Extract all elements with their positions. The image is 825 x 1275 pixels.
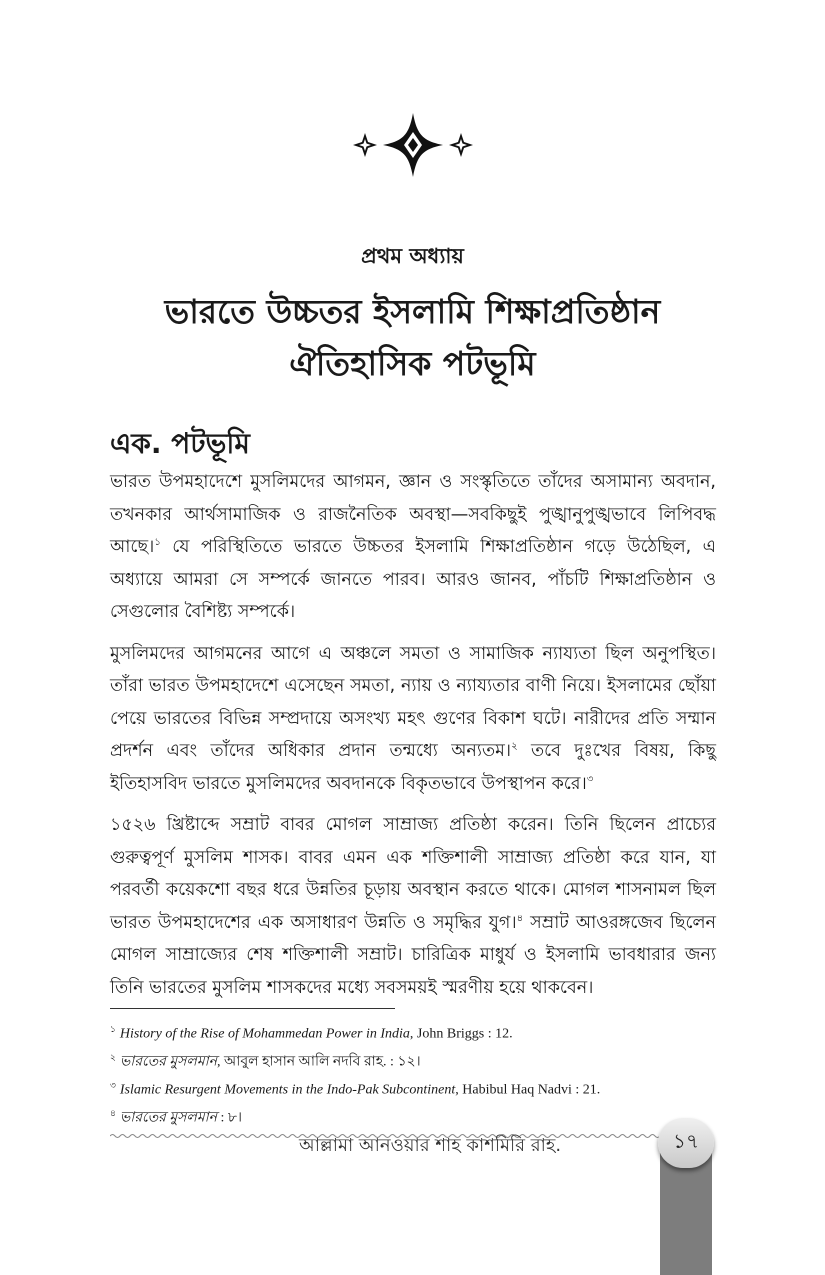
footnote-ref[interactable]: ২	[511, 741, 518, 753]
chapter-title-line1: ভারতে উচ্চতর ইসলামি শিক্ষাপ্রতিষ্ঠান	[164, 292, 661, 331]
footnote-citation: , আবুল হাসান আলি নদবি রাহ. : ১২।	[217, 1054, 421, 1070]
paragraph-text: যে পরিস্থিতিতে ভারতে উচ্চতর ইসলামি শিক্ষাপ্রতিষ্ঠান গড়ে উঠেছিল, এ অধ্যায়ে আমরা সে সম্পর্কে জানতে পারব। আরও জানব, পাঁচটি শিক্ষাপ্রতিষ্ঠান ও সেগুলোর বৈশিষ্ট্য সম্পর্কে।	[110, 537, 716, 622]
footnote-item	[110, 1046, 716, 1074]
footnote-title: ভারতের মুসলমান	[119, 1111, 218, 1127]
running-footer-title: আল্লামা আনওয়ার শাহ কাশমিরি রাহ.	[298, 1135, 562, 1156]
ornament-icon	[0, 110, 825, 190]
body-text	[110, 466, 716, 1013]
footnote-number: ৩	[110, 1080, 116, 1091]
footnote-divider	[110, 1008, 395, 1009]
chapter-title	[0, 286, 825, 390]
paragraph-text: সম্রাট আওরঙ্গজেব ছিলেন মোগল সাম্রাজ্যের শেষ শক্তিশালী সম্রাট। চারিত্রিক মাধুর্য ও ইসলামি ভাবধারার জন্য তিনি ভারতের মুসলিম শাসকদের মধ্যে সবসময়ই স্মরণীয় হয়ে থাকবেন।	[110, 912, 716, 998]
footnote-item	[110, 1074, 716, 1102]
footnote-ref[interactable]: ৩	[586, 773, 594, 785]
footnote-title: ভারতের মুসলমান	[119, 1054, 218, 1070]
footnote-title: History of the Rise of Mohammedan Power in India	[119, 1026, 410, 1042]
chapter-title-line2: ঐতিহাসিক পটভূমি	[289, 344, 536, 383]
page-number: ১৭	[658, 1118, 714, 1168]
footnote-number: ৪	[110, 1108, 116, 1119]
paragraph-1	[110, 466, 716, 629]
paragraph-text: মুসলিমদের আগমনের আগে এ অঞ্চলে সমতা ও সামাজিক ন্যায্যতা ছিল অনুপস্থিত। তাঁরা ভারত উপমহাদেশে এসেছেন সমতা, ন্যায় ও ন্যায্যতার বাণী নিয়ে। ইসলামের ছোঁয়া পেয়ে ভারতের বিভিন্ন সম্প্রদায়ে অসংখ্য মহৎ গুণের বিকাশ ঘটে। নারীদের প্রতি সম্মান প্রদর্শন এবং তাঁদের অধিকার প্রদান তন্মধ্যে অন্যতম।	[110, 643, 716, 761]
footnote-citation: , Habibul Haq Nadvi : 21.	[455, 1082, 601, 1098]
section-heading: এক. পটভূমি	[110, 427, 250, 460]
paragraph-text: তবে দুঃখের বিষয়, কিছু ইতিহাসবিদ ভারতে মুসলিমদের অবদানকে বিকৃতভাবে উপস্থাপন করে।	[110, 741, 717, 794]
footnote-item	[110, 1018, 716, 1046]
paragraph-2	[110, 638, 716, 801]
footnotes	[110, 1018, 716, 1131]
chapter-label: প্রথম অধ্যায়	[361, 244, 464, 268]
footer-wavy-rule	[110, 1124, 700, 1130]
footnote-title: Islamic Resurgent Movements in the Indo-Pak Subcontinent	[119, 1082, 456, 1098]
paragraph-text: ভারত উপমহাদেশে মুসলিমদের আগমন, জ্ঞান ও সংস্কৃতিতে তাঁদের অসামান্য অবদান, তখনকার আর্থসামাজিক ও রাজনৈতিক অবস্থা—সবকিছুই পুঙ্খানুপুঙ্খভাবে লিপিবদ্ধ আছে।	[110, 472, 716, 557]
footnote-ref[interactable]: ১	[154, 537, 161, 549]
paragraph-text: ১৫২৬ খ্রিষ্টাব্দে সম্রাট বাবর মোগল সাম্রাজ্য প্রতিষ্ঠা করেন। তিনি ছিলেন প্রাচ্যের গুরুত্বপূর্ণ মুসলিম শাসক। বাবর এমন এক শক্তিশালী সাম্রাজ্য প্রতিষ্ঠা করে যান, যা পরবর্তী কয়েকশো বছর ধরে উন্নতির চূড়ায় অবস্থান করতে থাকে। মোগল শাসনামল ছিল ভারত উপমহাদেশের এক অসাধারণ উন্নতি ও সমৃদ্ধির যুগ।	[110, 815, 716, 933]
footnote-citation: : ৮।	[217, 1111, 242, 1127]
footnote-number: ২	[110, 1052, 116, 1063]
footnote-ref[interactable]: ৪	[516, 912, 524, 924]
page-tab-bar	[660, 1150, 712, 1275]
paragraph-3	[110, 809, 716, 1004]
footnote-number: ১	[110, 1024, 116, 1034]
footnote-citation: , John Briggs : 12.	[409, 1026, 513, 1042]
